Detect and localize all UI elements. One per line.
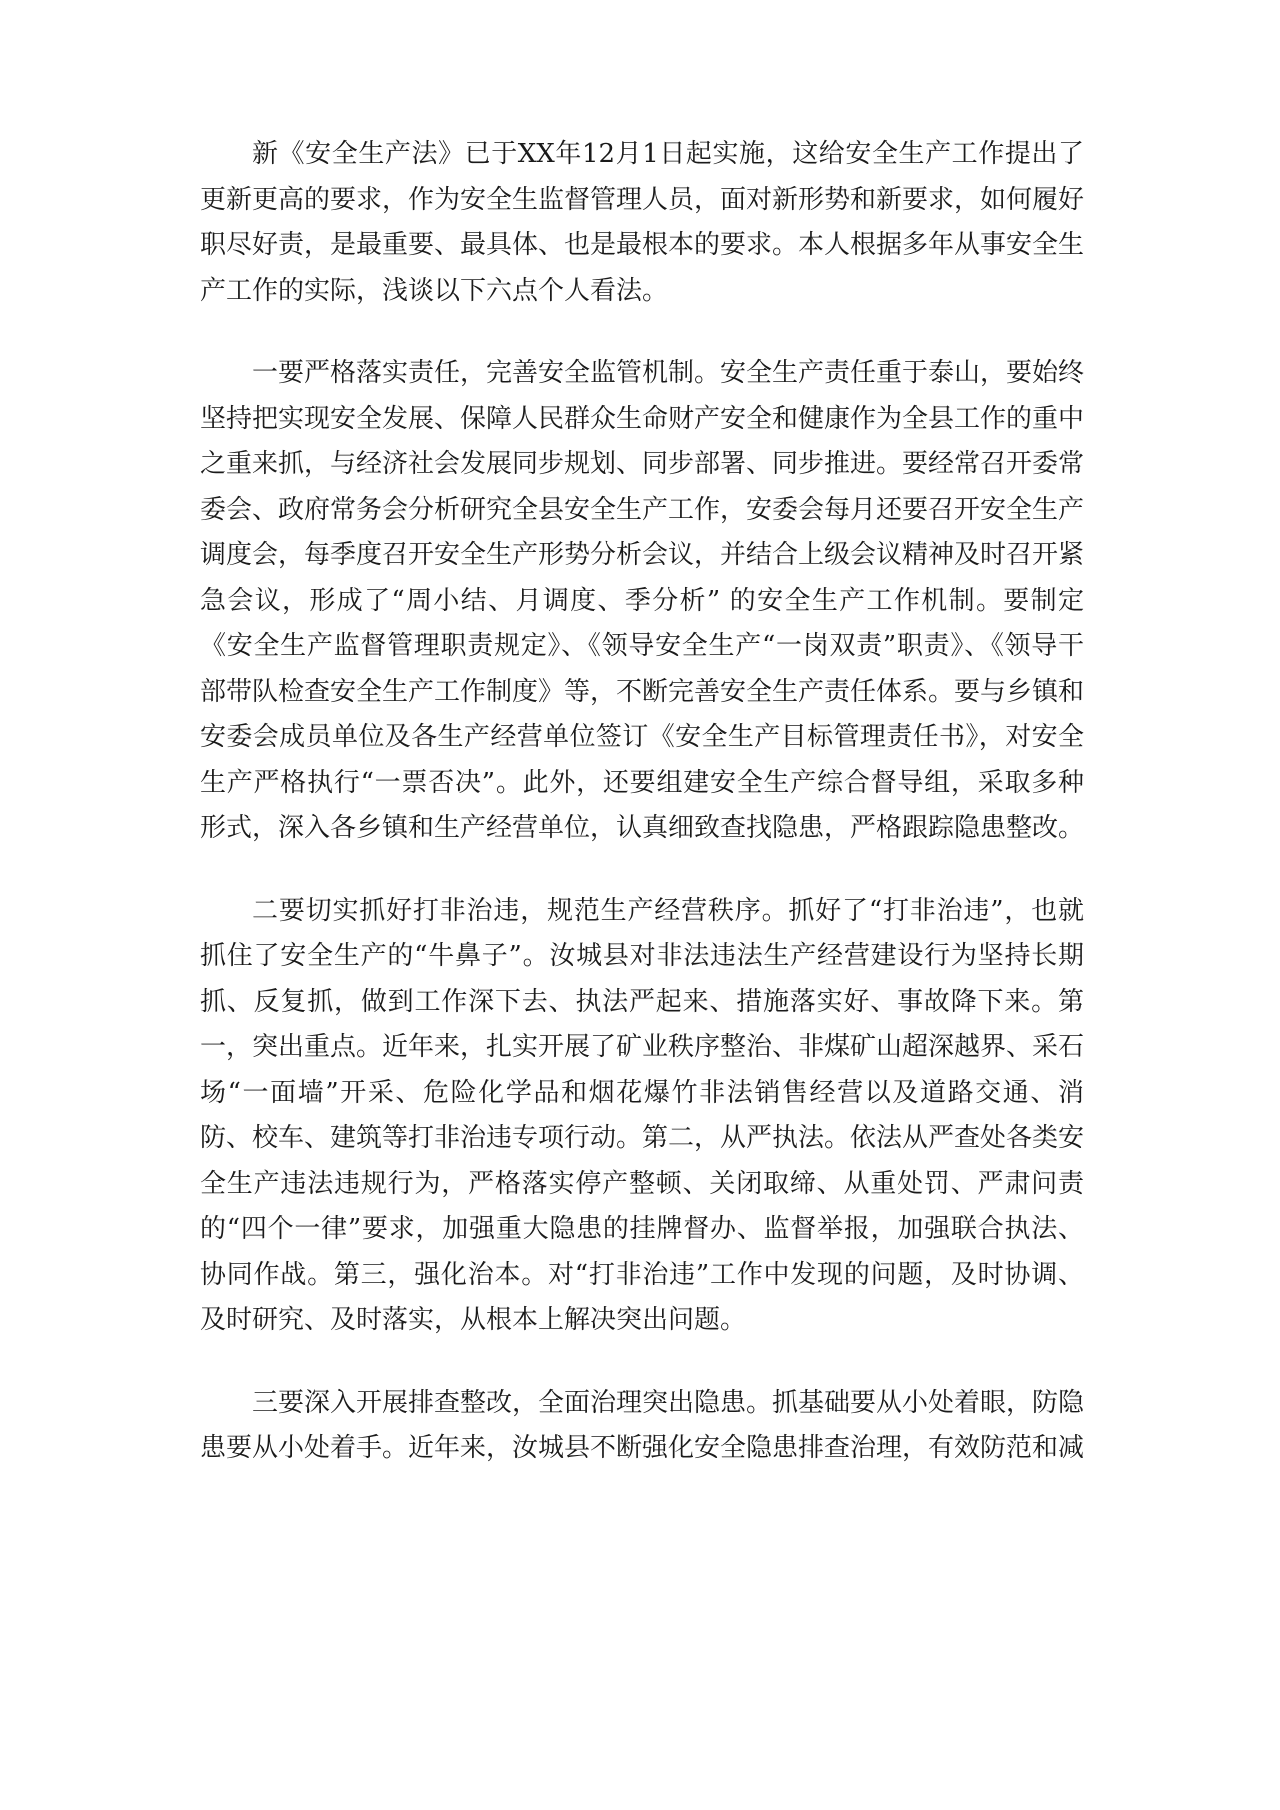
document-body [200, 132, 1084, 1509]
paragraph-two: 二要切实抓好打非治违，规范生产经营秩序。抓好了“打非治违”，也就抓住了安全生产的“牛鼻子”。汝城县对非法违法生产经营建设行为坚持长期抓、反复抓，做到工作深下去、执法严起来、措施落实好、事故降下来。第一，突出重点。近年来，扎实开展了矿业秩序整治、非煤矿山超深越界、采石场“一面墙”开采、危险化学品和烟花爆竹非法销售经营以及道路交通、消防、校车、建筑等打非治违专项行动。第二，从严执法。依法从严查处各类安全生产违法违规行为，严格落实停产整顿、关闭取缔、从重处罚、严肃问责的“四个一律”要求，加强重大隐患的挂牌督办、监督举报，加强联合执法、协同作战。第三，强化治本。对“打非治违”工作中发现的问题，及时协调、及时研究、及时落实，从根本上解决突出问题。 [200, 895, 1085, 1335]
paragraph-intro: 新《安全生产法》已于XX年12月1日起实施，这给安全生产工作提出了更新更高的要求，作为安全生监督管理人员，面对新形势和新要求，如何履好职尽好责，是最重要、最具体、也是最根本的要求。本人根据多年从事安全生产工作的实际，浅谈以下六点个人看法。 [200, 139, 1085, 306]
paragraph-three: 三要深入开展排查整改，全面治理突出隐患。抓基础要从小处着眼，防隐患要从小处着手。近年来，汝城县不断强化安全隐患排查治理，有效防范和减 [200, 1387, 1085, 1463]
paragraph-one: 一要严格落实责任，完善安全监管机制。安全生产责任重于泰山，要始终坚持把实现安全发展、保障人民群众生命财产安全和健康作为全县工作的重中之重来抓，与经济社会发展同步规划、同步部署、同步推进。要经常召开委常委会、政府常务会分析研究全县安全生产工作，安委会每月还要召开安全生产调度会，每季度召开安全生产形势分析会议，并结合上级会议精神及时召开紧急会议，形成了“周小结、月调度、季分析” 的安全生产工作机制。要制定《安全生产监督管理职责规定》、《领导安全生产“一岗双责”职责》、《领导干部带队检查安全生产工作制度》等，不断完善安全生产责任体系。要与乡镇和安委会成员单位及各生产经营单位签订《安全生产目标管理责任书》，对安全生产严格执行“一票否决”。此外，还要组建安全生产综合督导组，采取多种形式，深入各乡镇和生产经营单位，认真细致查找隐患，严格跟踪隐患整改。 [200, 358, 1085, 843]
